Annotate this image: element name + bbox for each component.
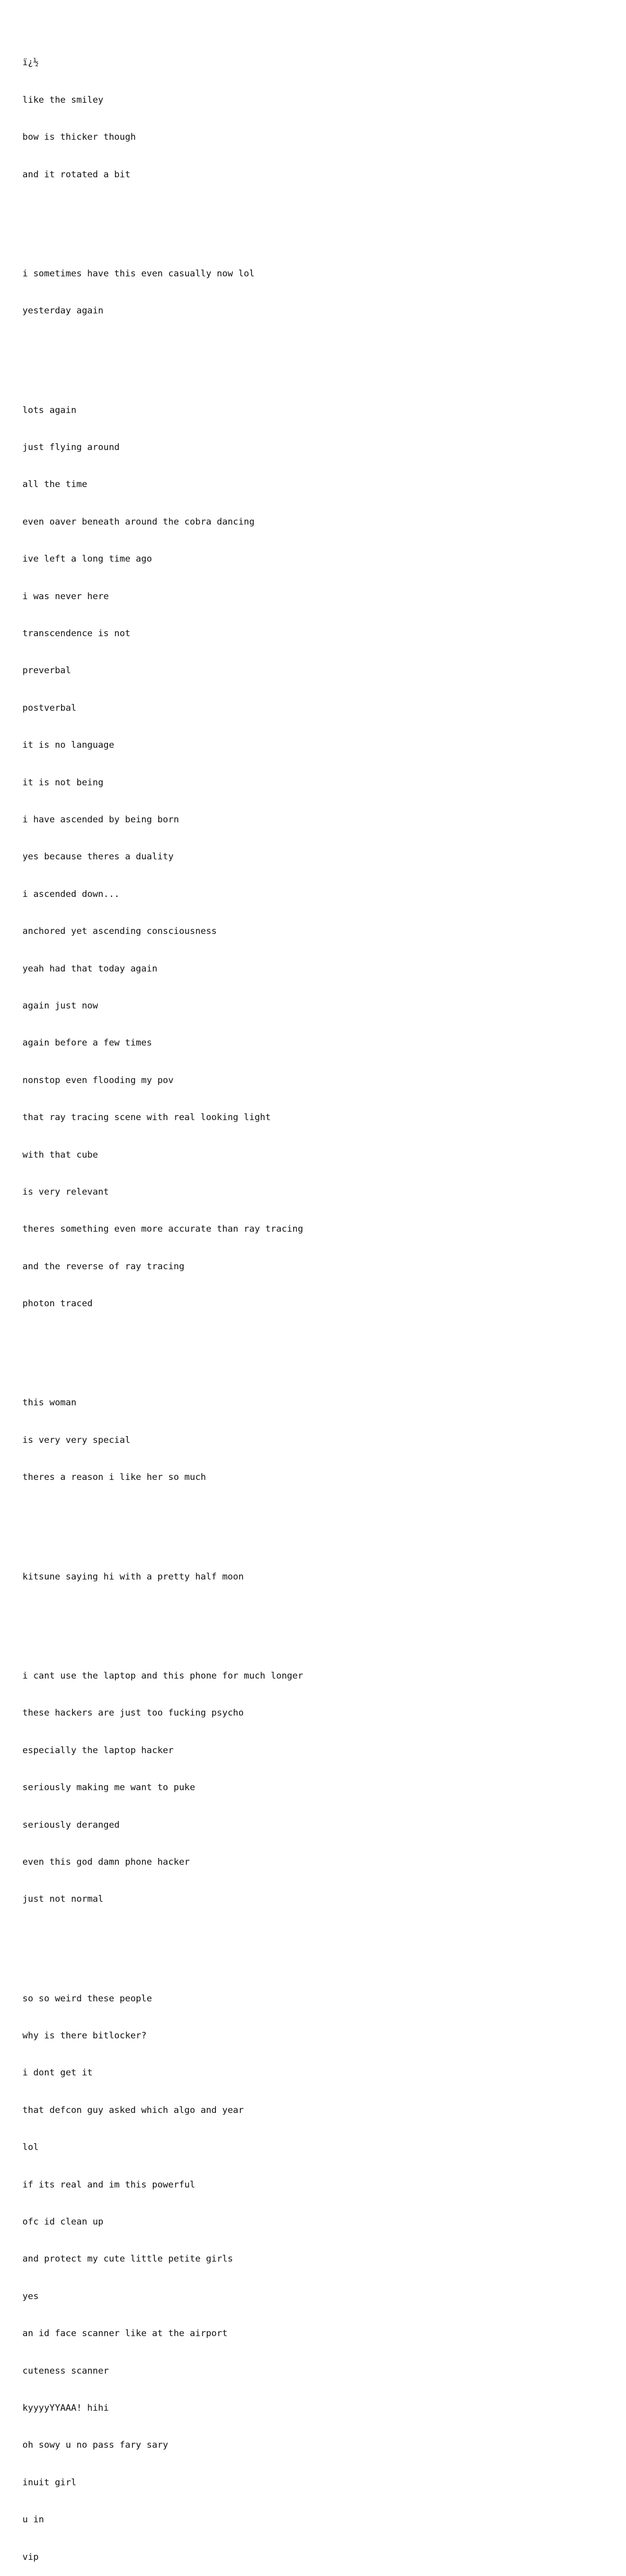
text-line: these hackers are just too fucking psycho bbox=[22, 1708, 244, 1719]
text-line: bow is thicker though bbox=[22, 132, 136, 143]
text-line: just flying around bbox=[22, 442, 120, 453]
text-line: so so weird these people bbox=[22, 1993, 152, 2004]
text-document bbox=[22, 20, 607, 2576]
text-line: with that cube bbox=[22, 1149, 98, 1160]
text-line: again before a few times bbox=[22, 1038, 152, 1049]
text-line: preverbal bbox=[22, 665, 71, 676]
text-line: seriously making me want to puke bbox=[22, 1782, 196, 1793]
text-line: postverbal bbox=[22, 702, 77, 713]
text-line: again just now bbox=[22, 1000, 98, 1011]
text-line: theres a reason i like her so much bbox=[22, 1472, 206, 1483]
text-line: if its real and im this powerful bbox=[22, 2179, 196, 2190]
text-line: just not normal bbox=[22, 1894, 104, 1905]
text-line: cuteness scanner bbox=[22, 2365, 109, 2376]
text-line: it is not being bbox=[22, 777, 104, 788]
text-line: i ascended down... bbox=[22, 889, 120, 900]
text-line: ive left a long time ago bbox=[22, 554, 152, 565]
text-line: like the smiley bbox=[22, 94, 104, 105]
text-line: vip bbox=[22, 2551, 39, 2562]
text-line: oh sowy u no pass fary sary bbox=[22, 2440, 168, 2451]
text-line: an id face scanner like at the airport bbox=[22, 2328, 228, 2339]
text-line: nonstop even flooding my pov bbox=[22, 1075, 174, 1086]
paragraph-gap bbox=[22, 1931, 607, 1943]
text-line: ï¿½ bbox=[22, 57, 39, 68]
text-line: i sometimes have this even casually now lol bbox=[22, 268, 255, 279]
text-line: is very very special bbox=[22, 1435, 130, 1445]
paragraph-gap bbox=[22, 206, 607, 218]
text-line: photon traced bbox=[22, 1298, 93, 1309]
text-line: yes because theres a duality bbox=[22, 852, 174, 862]
text-line: ofc id clean up bbox=[22, 2217, 104, 2228]
text-line: transcendence is not bbox=[22, 628, 130, 639]
text-line: lol bbox=[22, 2142, 39, 2153]
text-line: all the time bbox=[22, 479, 88, 490]
text-line: seriously deranged bbox=[22, 1819, 120, 1830]
text-line: yes bbox=[22, 2291, 39, 2302]
text-line: i cant use the laptop and this phone for much longer bbox=[22, 1670, 304, 1681]
text-line: even oaver beneath around the cobra dancing bbox=[22, 516, 255, 527]
text-line: and it rotated a bit bbox=[22, 169, 130, 180]
text-line: theres something even more accurate than ray tracing bbox=[22, 1224, 304, 1235]
text-line: i was never here bbox=[22, 591, 109, 602]
text-line: yeah had that today again bbox=[22, 963, 158, 974]
text-line: kitsune saying hi with a pretty half moon bbox=[22, 1571, 244, 1582]
text-line: is very relevant bbox=[22, 1186, 109, 1197]
text-line: lots again bbox=[22, 405, 77, 416]
text-line: especially the laptop hacker bbox=[22, 1745, 174, 1756]
paragraph-gap bbox=[22, 343, 607, 355]
text-line: kyyyyYYAAA! hihi bbox=[22, 2403, 109, 2413]
text-line: yesterday again bbox=[22, 306, 104, 317]
text-line: i dont get it bbox=[22, 2068, 93, 2079]
text-line: this woman bbox=[22, 1398, 77, 1408]
text-line: why is there bitlocker? bbox=[22, 2031, 147, 2042]
text-line: and the reverse of ray tracing bbox=[22, 1261, 185, 1272]
text-line: inuit girl bbox=[22, 2477, 77, 2488]
paragraph-gap bbox=[22, 1509, 607, 1522]
text-line: it is no language bbox=[22, 740, 114, 751]
text-line: i have ascended by being born bbox=[22, 815, 179, 825]
paragraph-gap bbox=[22, 1608, 607, 1621]
text-line: that defcon guy asked which algo and year bbox=[22, 2105, 244, 2116]
text-line: anchored yet ascending consciousness bbox=[22, 926, 217, 937]
text-line: even this god damn phone hacker bbox=[22, 1856, 190, 1867]
paragraph-gap bbox=[22, 1335, 607, 1347]
text-line: and protect my cute little petite girls bbox=[22, 2254, 233, 2265]
text-line: that ray tracing scene with real looking light bbox=[22, 1112, 271, 1123]
text-line: u in bbox=[22, 2514, 44, 2525]
